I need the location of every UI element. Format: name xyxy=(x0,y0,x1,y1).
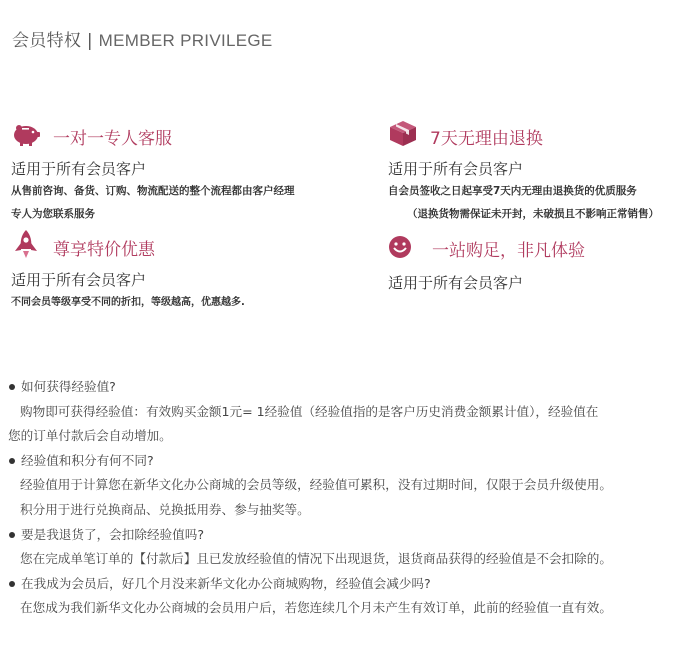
rocket-icon xyxy=(11,229,41,259)
faq-answer-line: 经验值用于计算您在新华文化办公商城的会员等级，经验值可累积，没有过期时间，仅限于会员升级使用。 xyxy=(20,477,612,493)
benefit-7day-return xyxy=(388,118,678,225)
benefit-desc-line: 不同会员等级享受不同的折扣，等级越高，优惠越多. xyxy=(11,297,245,308)
page-title xyxy=(12,26,273,51)
faq-question: 如何获得经验值? xyxy=(8,375,692,400)
benefit-desc-line: （退换货物需保证未开封，未破损且不影响正常销售） xyxy=(407,208,659,220)
benefit-desc-line: 专人为您联系服务 xyxy=(11,208,95,220)
benefit-subtitle: 适用于所有会员客户 xyxy=(388,274,524,292)
page-title-en: MEMBER PRIVILEGE xyxy=(98,31,273,50)
faq-question: 在我成为会员后，好几个月没来新华文化办公商城购物，经验值会减少吗? xyxy=(8,572,692,597)
benefit-one-stop xyxy=(388,232,678,293)
benefit-title: 7天无理由退换 xyxy=(430,129,543,149)
benefit-desc-line: 从售前咨询、备货、订购、物流配送的整个流程都由客户经理 xyxy=(11,185,295,197)
title-separator: | xyxy=(81,31,99,51)
benefit-title: 一对一专人客服 xyxy=(53,129,172,149)
smiley-icon xyxy=(388,232,418,262)
benefit-subtitle: 适用于所有会员客户 xyxy=(11,271,147,289)
faq-question: 经验值和积分有何不同? xyxy=(8,449,692,474)
benefit-title: 尊享特价优惠 xyxy=(53,240,155,260)
benefit-dedicated-service xyxy=(11,118,351,225)
benefit-desc-line: 自会员签收之日起享受7天内无理由退换货的优质服务 xyxy=(388,185,637,197)
faq-answer-line: 您的订单付款后会自动增加。 xyxy=(8,428,172,444)
benefit-special-price xyxy=(11,229,351,313)
faq-answer-line: 在您成为我们新华文化办公商城的会员用户后，若您连续几个月未产生有效订单，此前的经验值一直有效。 xyxy=(20,600,612,616)
faq-section xyxy=(8,375,692,621)
faq-answer-line: 您在完成单笔订单的【付款后】且已发放经验值的情况下出现退货，退货商品获得的经验值是不会扣除的。 xyxy=(20,551,612,567)
faq-answer-line: 积分用于进行兑换商品、兑换抵用券、参与抽奖等。 xyxy=(20,501,310,517)
piggy-bank-icon xyxy=(11,118,41,148)
faq-answer-line: 购物即可获得经验值：有效购买金额1元= 1经验值（经验值指的是客户历史消费金额累计值），经验值在 xyxy=(20,403,599,419)
faq-question: 要是我退货了，会扣除经验值吗? xyxy=(8,523,692,548)
box-icon xyxy=(388,118,418,148)
benefit-title: 一站购足，非凡体验 xyxy=(432,241,585,261)
page-title-cn: 会员特权 xyxy=(12,31,82,51)
benefit-subtitle: 适用于所有会员客户 xyxy=(388,160,524,178)
benefit-subtitle: 适用于所有会员客户 xyxy=(11,160,147,178)
